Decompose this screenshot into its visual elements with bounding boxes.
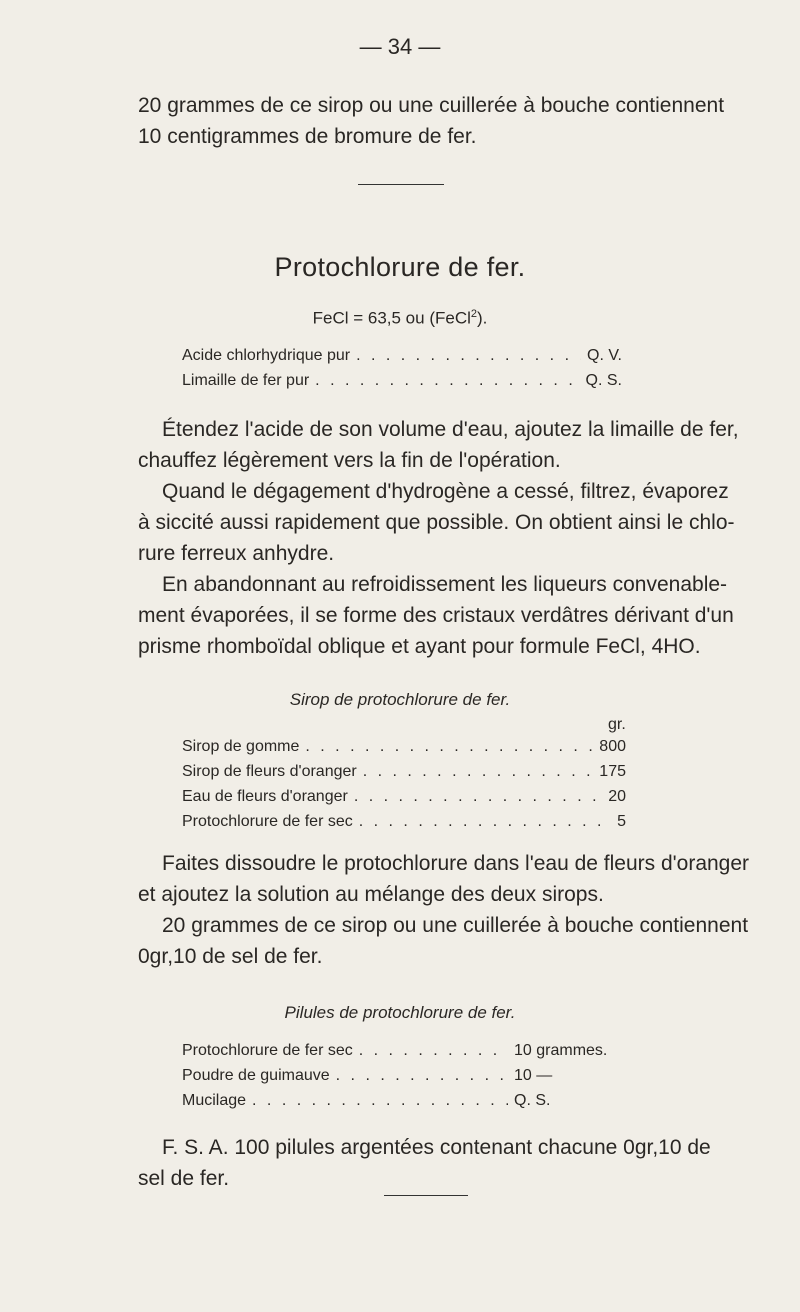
recipe-label: Mucilage — [182, 1092, 247, 1109]
paragraph-line: prisme rhomboïdal oblique et ayant pour formule FeCl, 4HO. — [138, 635, 701, 658]
paragraph-line: En abandonnant au refroidissement les liqueurs convenable- — [162, 573, 728, 596]
section-title: Protochlorure de fer. — [274, 252, 526, 282]
recipe-value: 800 — [599, 738, 626, 755]
recipe-label: Sirop de fleurs d'oranger — [182, 763, 357, 780]
paragraph-line: et ajoutez la solution au mélange des deux sirops. — [138, 883, 604, 906]
end-divider — [384, 1195, 468, 1196]
sirop-title: Sirop de protochlorure de fer. — [289, 690, 511, 709]
recipe-label: Sirop de gomme — [182, 738, 300, 755]
recipe-label: Poudre de guimauve — [182, 1067, 330, 1084]
ingredient-row — [182, 347, 622, 365]
leader-dots — [356, 347, 581, 365]
recipe-value: 5 — [617, 813, 626, 830]
recipe-label: Protochlorure de fer sec — [182, 1042, 353, 1059]
ingredient-value: Q. V. — [587, 347, 622, 364]
recipe-row — [182, 1092, 622, 1110]
leader-dots — [359, 1042, 508, 1060]
paragraph-line: Quand le dégagement d'hydrogène a cessé, filtrez, évaporez — [162, 480, 729, 503]
leader-dots — [305, 738, 593, 756]
recipe-value: 175 — [599, 763, 626, 780]
recipe-row — [182, 1042, 622, 1060]
recipe-value: 10 — — [514, 1067, 553, 1084]
recipe-value: 20 — [608, 788, 626, 805]
ingredient-label: Acide chlorhydrique pur — [182, 347, 351, 364]
leader-dots — [252, 1092, 508, 1110]
page-number: — 34 — — [359, 34, 441, 59]
paragraph-line: Faites dissoudre le protochlorure dans l'eau de fleurs d'oranger — [162, 852, 750, 875]
intro-line-1: 20 grammes de ce sirop ou une cuillerée à bouche contiennent — [138, 94, 725, 117]
leader-dots — [354, 788, 602, 806]
leader-dots — [363, 763, 594, 781]
formula-end: ). — [477, 308, 488, 328]
paragraph-line: chauffez légèrement vers la fin de l'opération. — [138, 449, 561, 472]
recipe-row — [182, 763, 626, 781]
recipe-label: Protochlorure de fer sec — [182, 813, 353, 830]
leader-dots — [336, 1067, 508, 1085]
paragraph-line: ment évaporées, il se forme des cristaux verdâtres dérivant d'un — [138, 604, 734, 627]
paragraph-line: rure ferreux anhydre. — [138, 542, 335, 565]
paragraph-line: 0gr,10 de sel de fer. — [138, 945, 323, 968]
unit-label: gr. — [608, 716, 626, 733]
formula-text: FeCl = 63,5 ou (FeCl — [312, 308, 471, 328]
ingredient-label: Limaille de fer pur — [182, 372, 310, 389]
recipe-row — [182, 738, 626, 756]
section-divider — [358, 184, 444, 185]
chemical-formula — [0, 308, 800, 329]
intro-line-2: 10 centigrammes de bromure de fer. — [138, 125, 477, 148]
paragraph-line: sel de fer. — [138, 1167, 230, 1190]
leader-dots — [359, 813, 611, 831]
recipe-label: Eau de fleurs d'oranger — [182, 788, 348, 805]
ingredient-row — [182, 372, 622, 390]
pilules-title: Pilules de protochlorure de fer. — [284, 1003, 516, 1022]
leader-dots — [315, 372, 579, 390]
recipe-value: 10 grammes. — [514, 1042, 608, 1059]
ingredient-value: Q. S. — [585, 372, 622, 389]
recipe-row — [182, 813, 626, 831]
recipe-row — [182, 1067, 622, 1085]
paragraph-line: F. S. A. 100 pilules argentées contenant chacune 0gr,10 de — [162, 1136, 711, 1159]
formula-superscript: 2 — [470, 308, 477, 320]
recipe-value: Q. S. — [514, 1092, 551, 1109]
paragraph-line: à siccité aussi rapidement que possible. On obtient ainsi le chlo- — [138, 511, 735, 534]
paragraph-line: Étendez l'acide de son volume d'eau, ajoutez la limaille de fer, — [162, 418, 739, 441]
paragraph-line: 20 grammes de ce sirop ou une cuillerée à bouche contiennent — [162, 914, 749, 937]
recipe-row — [182, 788, 626, 806]
